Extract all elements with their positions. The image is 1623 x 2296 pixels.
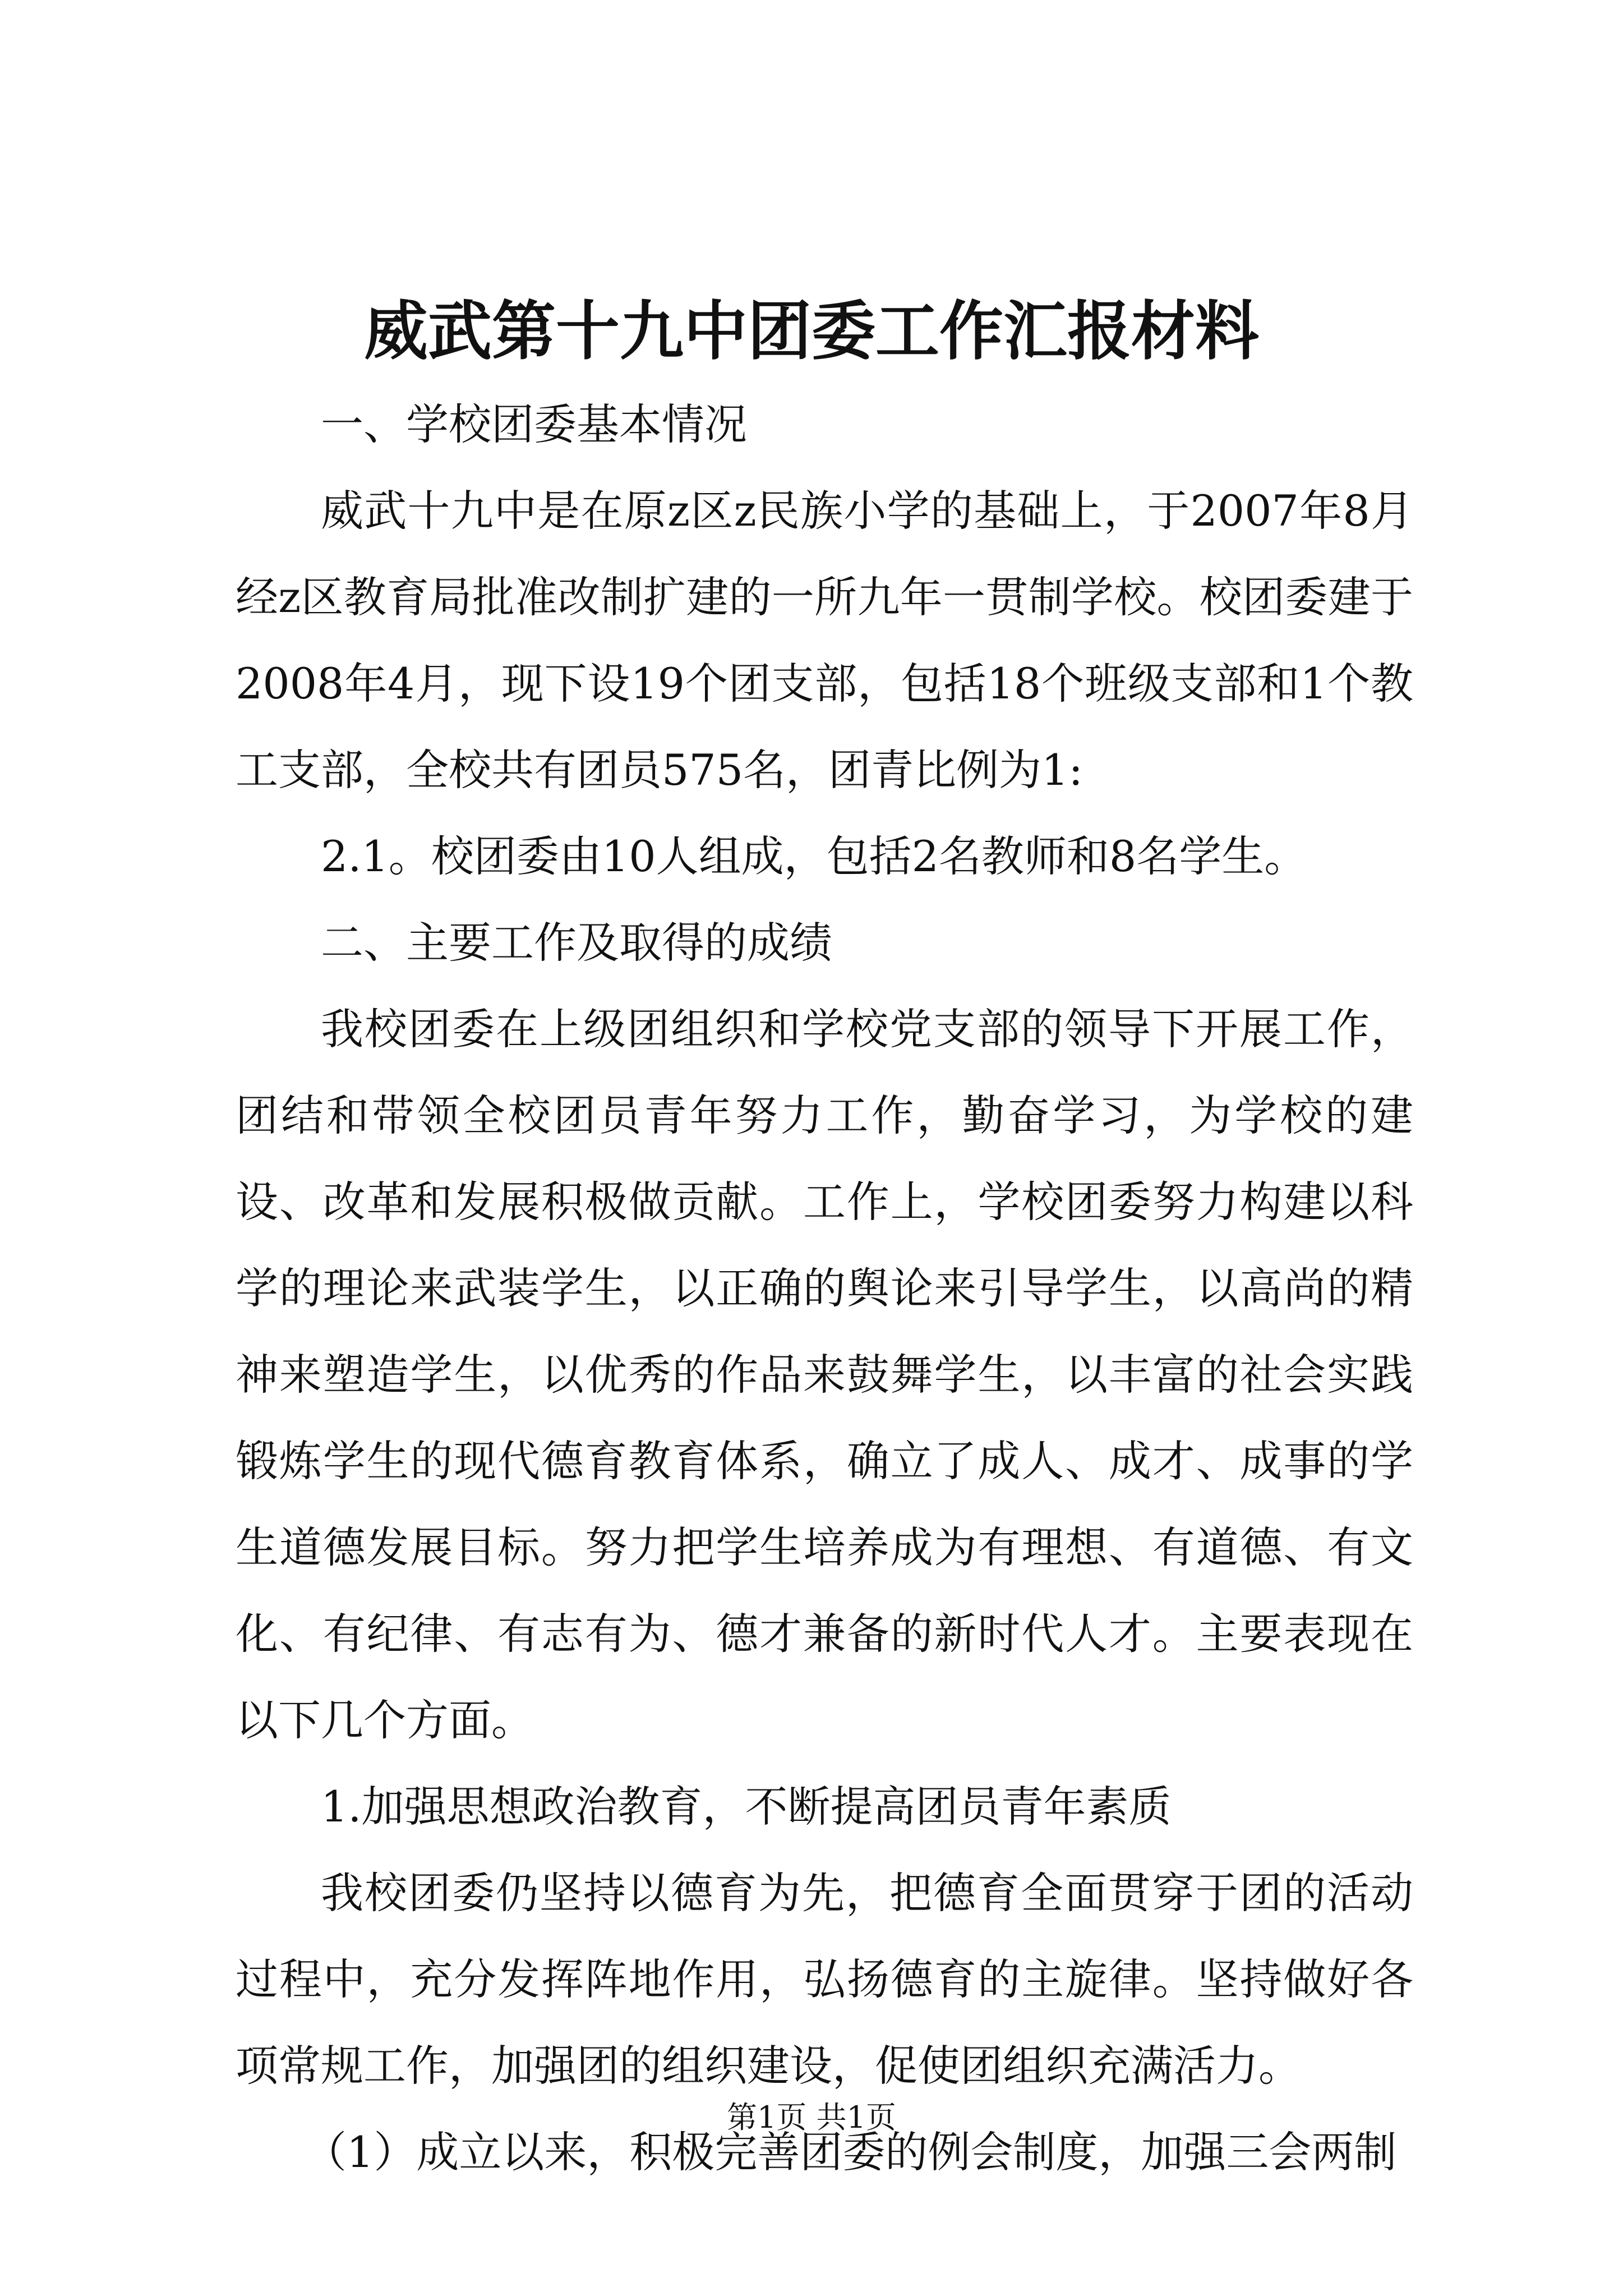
section-heading-2: 二、主要工作及取得的成绩 [321,918,832,968]
page-footer: 第1页 共1页 [727,2100,896,2135]
subheading-1: 1.加强思想政治教育，不断提高团员青年素质 [321,1782,1172,1832]
section-heading-1: 一、学校团委基本情况 [321,399,747,449]
paragraph-moral-education: 我校团委仍坚持以德育为先，把德育全面贯穿于团的活动过程中，充分发挥阵地作用，弘扬德育的主旋律。坚持做好各项常规工作，加强团的组织建设，促使团组织充满活力。 [236,1868,1413,2091]
paragraph-main-work: 我校团委在上级团组织和学校党支部的领导下开展工作，团结和带领全校团员青年努力工作，勤奋学习，为学校的建设、改革和发展积极做贡献。工作上，学校团委努力构建以科学的理论来武装学生，以正确的舆论来引导学生，以高尚的精神来塑造学生，以优秀的作品来鼓舞学生，以丰富的社会实践锻炼学生的现代德育教育体系，确立了成人、成才、成事的学生道德发展目标。努力把学生培养成为有理想、有道德、有文化、有纪律、有志有为、德才兼备的新时代人才。主要表现在以下几个方面。 [236,1004,1413,1745]
document-title: 威武第十九中团委工作汇报材料 [363,293,1259,369]
paragraph-committee-composition: 2.1。校团委由10人组成，包括2名教师和8名学生。 [321,831,1307,881]
paragraph-item-1: （1）成立以来，积极完善团委的例会制度，加强三会两制 [304,2127,1397,2177]
document-body [236,381,1413,2196]
paragraph-school-overview: 威武十九中是在原z区z民族小学的基础上，于2007年8月经z区教育局批准改制扩建的一所九年一贯制学校。校团委建于2008年4月，现下设19个团支部，包括18个班级支部和1个教工支部，全校共有团员575名，团青比例为1: [236,486,1413,795]
